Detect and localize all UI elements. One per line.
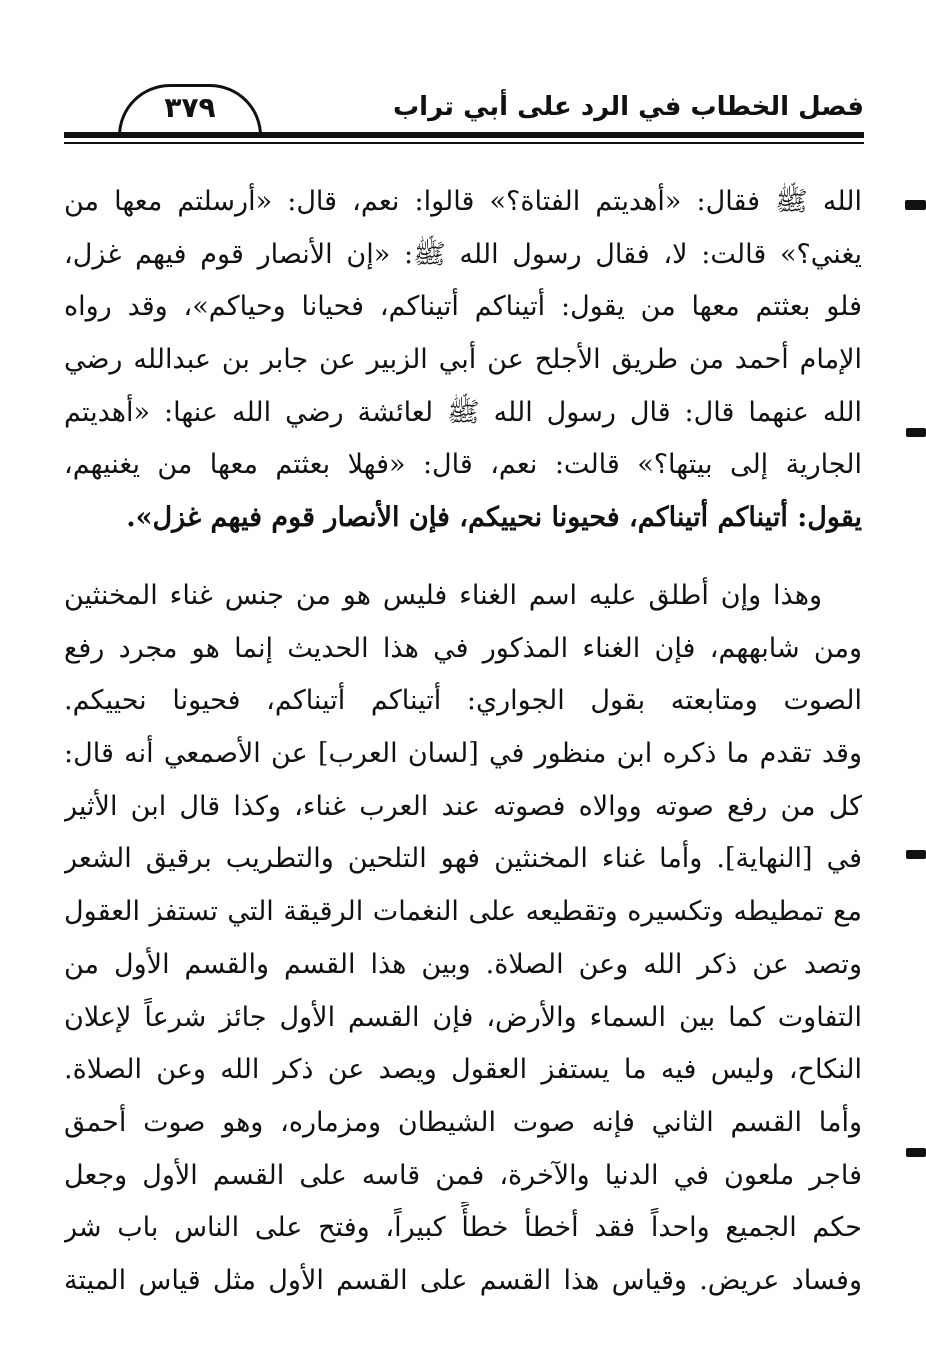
margin-mark	[905, 200, 926, 210]
paragraph-1	[64, 176, 862, 545]
margin-mark	[906, 850, 926, 859]
paragraph-2	[64, 570, 862, 1308]
text-line: في [النهاية]. وأما غناء المخنثين فهو التلحين والتطريب برقيق الشعر	[64, 843, 862, 875]
text-line: الإمام أحمد من طريق الأجلح عن أبي الزبير عن جابر بن عبدالله رضي	[64, 344, 862, 376]
text-line: وقد تقدم ما ذكره ابن منظور في [لسان العرب] عن الأصمعي أنه قال:	[64, 738, 862, 770]
text-line: كل من رفع صوته ووالاه فصوته عند العرب غناء، وكذا قال ابن الأثير	[64, 790, 862, 822]
text-line: ومن شابههم، فإن الغناء المذكور في هذا الحديث إنما هو مجرد رفع	[64, 632, 862, 664]
text-line: يقول: أتيناكم أتيناكم، فحيونا نحييكم، فإن الأنصار قوم فيهم غزل».	[126, 502, 862, 534]
page-number: ٣٧٩	[164, 91, 216, 124]
text-line: فاجر ملعون في الدنيا والآخرة، فمن قاسه على القسم الأول وجعل	[64, 1159, 862, 1191]
text-line: الصوت ومتابعته بقول الجواري: أتيناكم أتيناكم، فحيونا نحييكم.	[64, 685, 862, 717]
text-line: التفاوت كما بين السماء والأرض، فإن القسم الأول جائز شرعاً لإعلان	[64, 1001, 862, 1033]
margin-mark	[906, 1148, 926, 1157]
text-line: الله ﷺ فقال: «أهديتم الفتاة؟» قالوا: نعم، قال: «أرسلتم معها من	[64, 186, 862, 217]
text-line: حكم الجميع واحداً فقد أخطأ خطأً كبيراً، وفتح على الناس باب شر	[64, 1212, 862, 1244]
text-line: الله عنهما قال: قال رسول الله ﷺ لعائشة رضي الله عنها: «أهديتم	[64, 396, 862, 428]
text-line: النكاح، وليس فيه ما يستفز العقول ويصد عن ذكر الله وعن الصلاة.	[64, 1054, 862, 1086]
text-line: وهذا وإن أطلق عليه اسم الغناء فليس هو من جنس غناء المخنثين	[64, 580, 822, 611]
header-rule-thin	[64, 142, 864, 144]
page-header	[64, 78, 864, 148]
text-line: الجارية إلى بيتها؟» قالت: نعم، قال: «فهلا بعثتم معها من يغنيهم،	[64, 449, 862, 481]
text-line: يغني؟» قالت: لا، فقال رسول الله ﷺ: «إن الأنصار قوم فيهم غزل،	[64, 238, 862, 270]
running-title: فصل الخطاب في الرد على أبي تراب	[393, 92, 864, 122]
margin-mark	[906, 428, 926, 437]
page-number-badge	[118, 84, 262, 136]
header-rule-thick	[64, 132, 864, 138]
text-line: وأما القسم الثاني فإنه صوت الشيطان ومزماره، وهو صوت أحمق	[64, 1106, 862, 1138]
text-line: فلو بعثتم معها من يقول: أتيناكم أتيناكم، فحيانا وحياكم»، وقد رواه	[64, 291, 862, 323]
text-line: وتصد عن ذكر الله وعن الصلاة. وبين هذا القسم والقسم الأول من	[64, 948, 862, 980]
text-line: مع تمطيطه وتكسيره وتقطيعه على النغمات الرقيقة التي تستفز العقول	[64, 896, 862, 928]
text-line: وفساد عريض. وقياس هذا القسم على القسم الأول مثل قياس الميتة	[64, 1264, 862, 1296]
